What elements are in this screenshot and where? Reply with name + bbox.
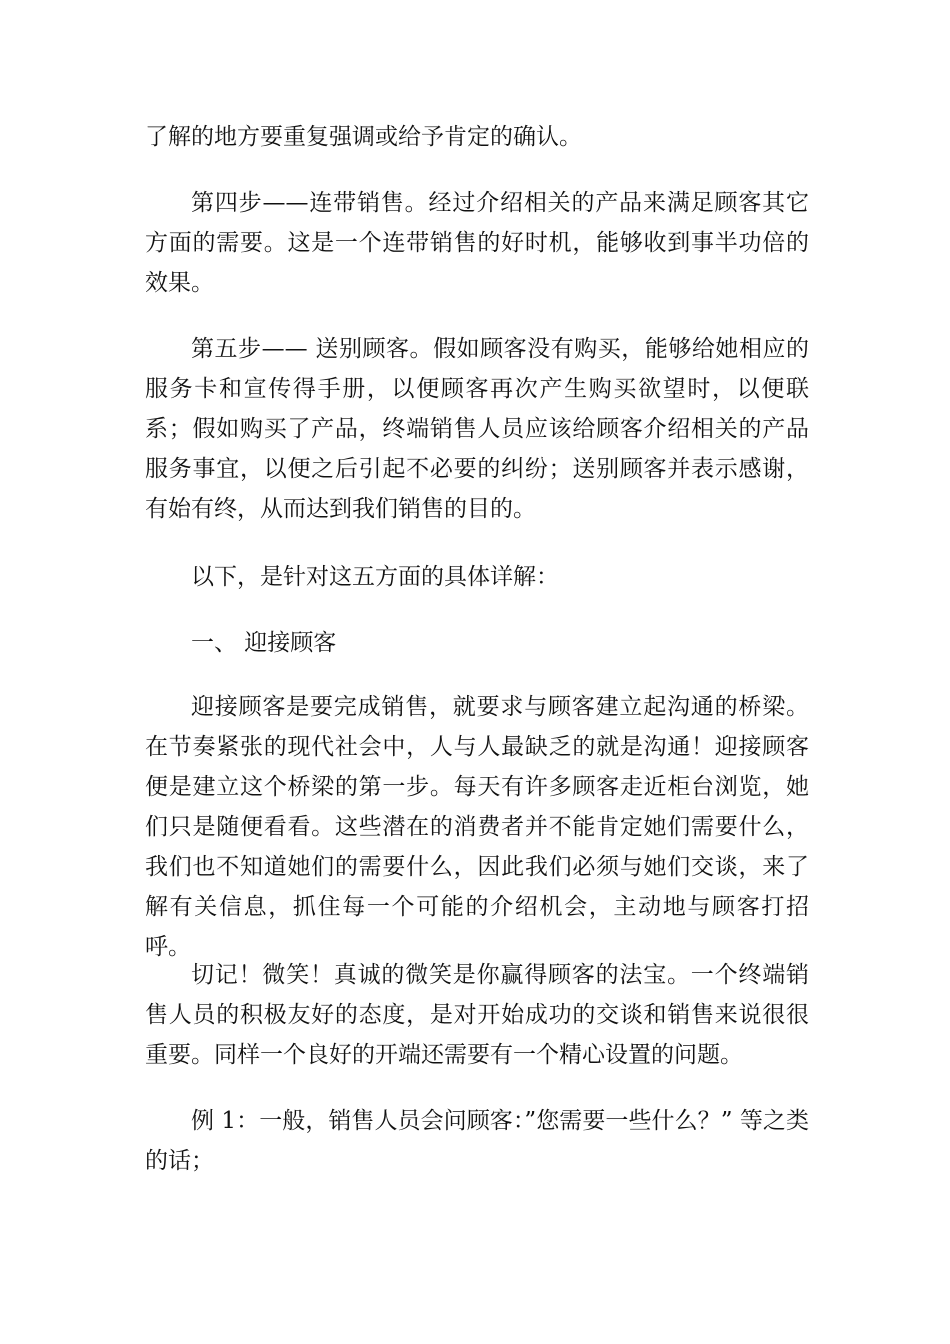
paragraph-continuation: 了解的地方要重复强调或给予肯定的确认。 [145, 124, 582, 150]
paragraph-intro-details: 以下，是针对这五方面的具体详解： [191, 564, 559, 590]
paragraph-step-four: 第四步——连带销售。经过介绍相关的产品来满足顾客其它方面的需要。这是一个连带销售的好时机，能够收到事半功倍的效果。 [145, 190, 809, 296]
paragraph-example-1: 例 1：一般，销售人员会问顾客：”您需要一些什么？” 等之类的话； [145, 1108, 809, 1174]
paragraph-greet-customer: 迎接顾客是要完成销售，就要求与顾客建立起沟通的桥梁。在节奏紧张的现代社会中，人与人最缺乏的就是沟通！迎接顾客便是建立这个桥梁的第一步。每天有许多顾客走近柜台浏览，她们只是随便看看。这些潜在的消费者并不能肯定她们需要什么，我们也不知道她们的需要什么，因此我们必须与她们交谈，来了解有关信息，抓住每一个可能的介绍机会，主动地与顾客打招呼。 [145, 694, 809, 960]
paragraph-step-five: 第五步—— 送别顾客。假如顾客没有购买，能够给她相应的服务卡和宣传得手册，以便顾客再次产生购买欲望时，以便联系；假如购买了产品，终端销售人员应该给顾客介绍相关的产品服务事宜，以便之后引起不必要的纠纷；送别顾客并表示感谢，有始有终，从而达到我们销售的目的。 [145, 336, 809, 522]
section-heading-greet-customer: 一、 迎接顾客 [191, 630, 337, 656]
paragraph-smile: 切记！微笑！真诚的微笑是你赢得顾客的法宝。一个终端销售人员的积极友好的态度，是对开始成功的交谈和销售来说很很重要。同样一个良好的开端还需要有一个精心设置的问题。 [145, 962, 809, 1068]
